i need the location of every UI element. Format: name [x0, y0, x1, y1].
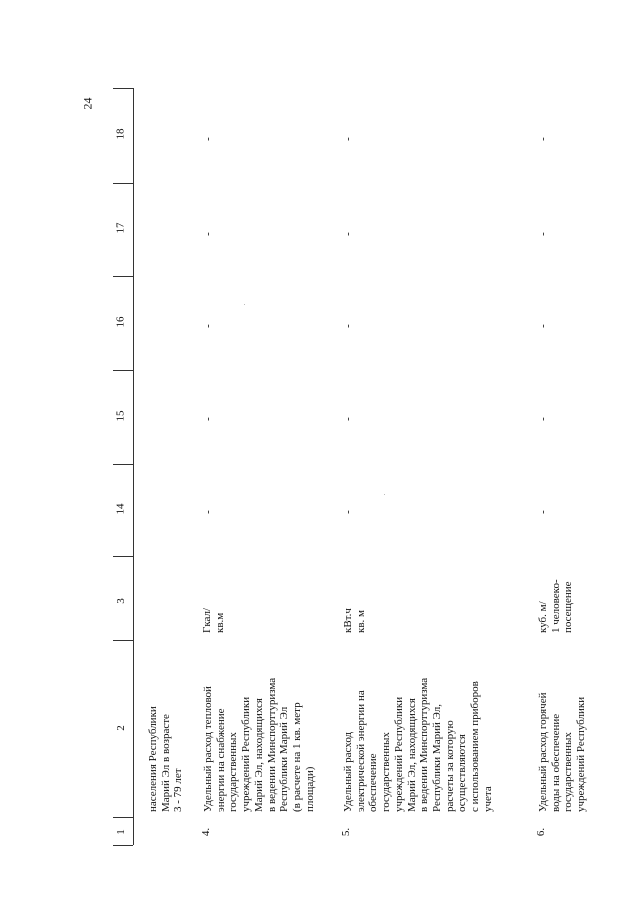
row-value-17: - [201, 232, 214, 236]
row-value-16: - [341, 324, 354, 328]
row-value-16: - [536, 324, 549, 328]
row-description: населения Республики Марий Эл в возрасте 3 - 79 лет [147, 706, 185, 812]
column-boundary-17-16 [113, 276, 133, 277]
header-col-16: 16 [114, 316, 127, 328]
header-col-1: 1 [114, 829, 127, 835]
column-boundary-top [113, 88, 133, 89]
page-number: 24 [80, 97, 95, 110]
row-unit: Гкал/ кв.м [201, 607, 226, 633]
column-boundary-15-14 [113, 464, 133, 465]
row-number: 5. [340, 827, 353, 837]
column-boundary-14-3 [113, 556, 133, 557]
row-description: Удельный расход электрической энергии на обеспечение государственных учреждений Республики Марий Эл, находящихся в ведении Минспорттуризма Республики Марий Эл, расчеты за которую осуществляются с использованием приборов учета [342, 677, 494, 812]
column-boundary-2-1 [113, 817, 133, 818]
column-boundary-bottom [113, 845, 133, 846]
header-col-3: 3 [114, 598, 127, 604]
scan-speck [244, 304, 245, 305]
row-unit: куб. м/ 1 человеко- посещение [537, 579, 575, 633]
row-value-15: - [536, 417, 549, 421]
row-number: 6. [535, 827, 548, 837]
header-col-2: 2 [114, 725, 127, 731]
row-value-15: - [341, 417, 354, 421]
row-value-15: - [201, 417, 214, 421]
scan-speck [384, 494, 385, 495]
row-value-14: - [341, 510, 354, 514]
row-value-14: - [536, 510, 549, 514]
header-col-14: 14 [114, 503, 127, 515]
row-value-17: - [341, 232, 354, 236]
row-value-18: - [341, 137, 354, 141]
row-value-17: - [536, 232, 549, 236]
header-col-18: 18 [114, 128, 127, 140]
header-bottom-line [133, 88, 134, 845]
column-boundary-16-15 [113, 370, 133, 371]
row-value-16: - [201, 324, 214, 328]
header-col-15: 15 [114, 410, 127, 422]
row-unit: кВт.ч кв. м [342, 608, 367, 633]
row-description: Удельный расход тепловой энергии на снабжение государственных учреждений Республики Марий Эл, находящихся в ведении Минспорттуризма Республики Марий Эл (в расчете на 1 кв. метр площади) [202, 677, 316, 812]
row-number: 4. [200, 827, 213, 837]
row-value-14: - [201, 510, 214, 514]
column-boundary-18-17 [113, 183, 133, 184]
row-value-18: - [536, 137, 549, 141]
row-description: Удельный расход горячей воды на обеспечение государственных учреждений Республики [537, 692, 588, 812]
column-boundary-3-2 [113, 640, 133, 641]
header-col-17: 17 [114, 222, 127, 234]
row-value-18: - [201, 137, 214, 141]
